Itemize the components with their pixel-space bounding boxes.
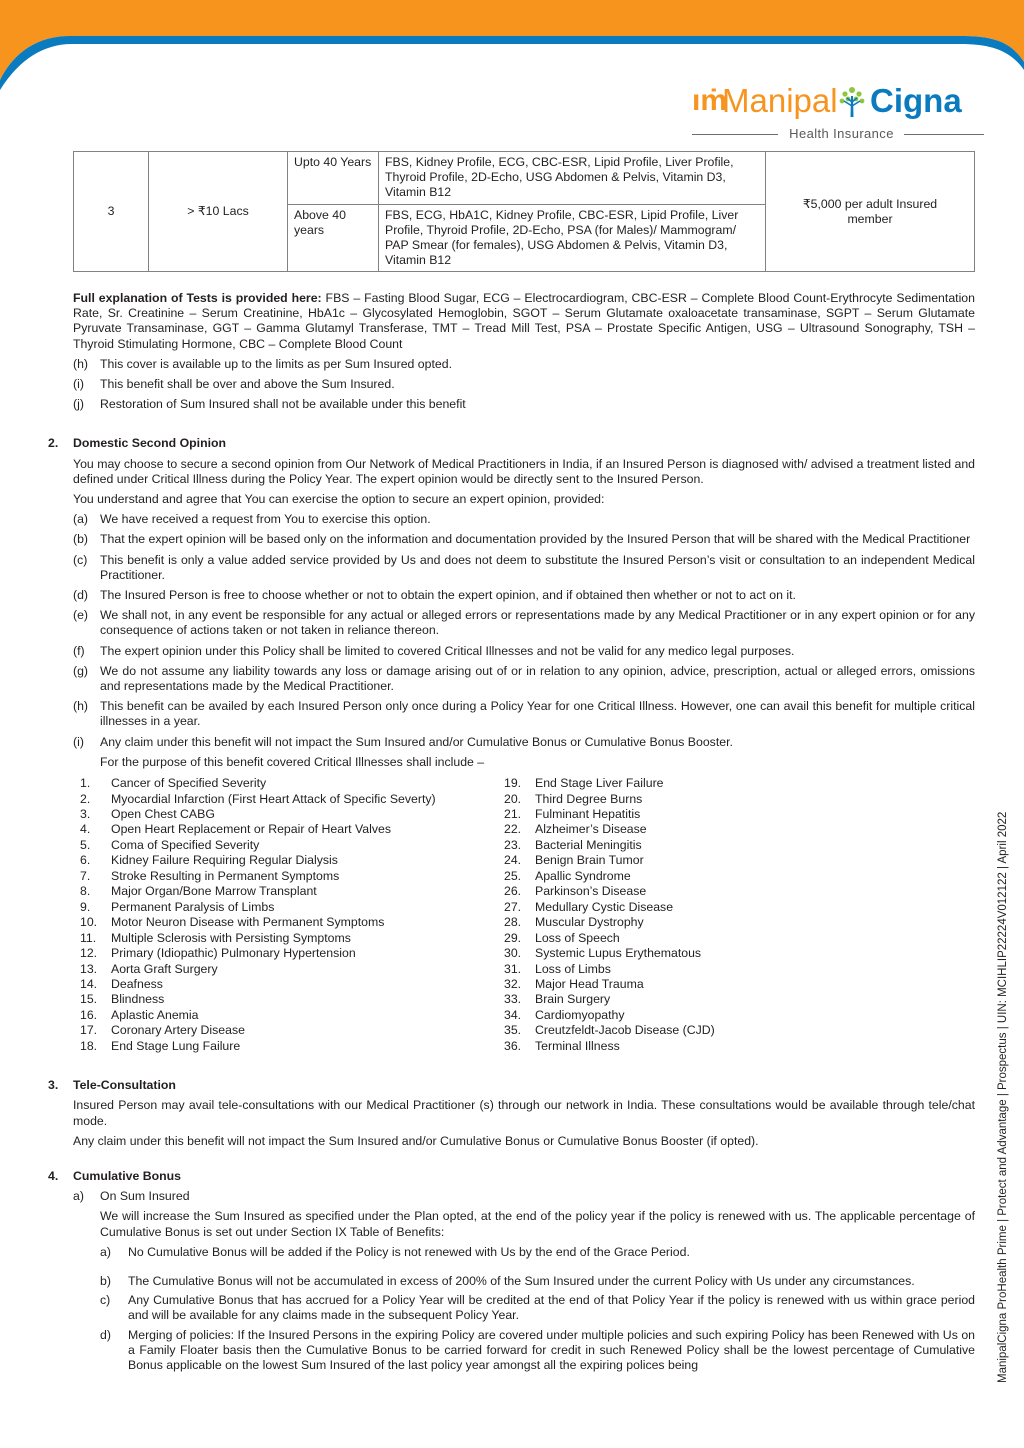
- illness-number: 9.: [80, 899, 91, 914]
- item-text: No Cumulative Bonus will be added if the Policy is not renewed with Us by the end of the Grace Period.: [128, 1244, 690, 1259]
- item-text: The Cumulative Bonus will not be accumulated in excess of 200% of the Sum Insured under the current Policy with Us under any circumstances.: [128, 1274, 915, 1289]
- illness-item: [504, 1008, 715, 1023]
- list-item: [48, 735, 975, 750]
- illness-number: 13.: [80, 961, 98, 976]
- illness-name: Permanent Paralysis of Limbs: [111, 899, 275, 914]
- illness-number: 22.: [504, 822, 522, 837]
- illness-number: 36.: [504, 1038, 522, 1053]
- illness-number: 20.: [504, 791, 522, 806]
- illness-item: [504, 822, 715, 837]
- list-item: [48, 699, 975, 729]
- section-title: Domestic Second Opinion: [73, 436, 227, 451]
- list-item: [48, 1189, 975, 1204]
- limit-cell: ₹5,000 per adult Insured member: [766, 152, 975, 272]
- illness-name: Creutzfeldt-Jacob Disease (CJD): [535, 1023, 715, 1038]
- list-item: [48, 512, 975, 527]
- illness-number: 32.: [504, 976, 522, 991]
- illness-name: Cancer of Specified Severity: [111, 776, 267, 791]
- explanation-text: FBS – Fasting Blood Sugar, ECG – Electrocardiogram, CBC-ESR – Complete Blood Count-Erythrocyte Sedimentation Rate, Sr. Creatinine – Serum Creatinine, HbA1c – Glycosylated Hemoglobin, SGOT – Serum Glutamate oxaloacetate transaminase, SGPT – Serum Glutamate Pyruvate Transaminase, GGT – Gamma Glutamyl Transferase, TMT – Tread Mill Test, PSA – Prostate Specific Antigen, USG – Ultrasound Sonography, TSH – Thyroid Stimulating Hormone, CBC – Complete Blood Count: [73, 291, 975, 351]
- illness-name: Aorta Graft Surgery: [111, 961, 218, 976]
- item-label: (g): [73, 663, 89, 678]
- critical-illness-list: [48, 776, 975, 1054]
- illness-name: Cardiomyopathy: [535, 1007, 625, 1022]
- list-item: [48, 1245, 975, 1260]
- illness-number: 31.: [504, 961, 522, 976]
- illness-number: 19.: [504, 776, 522, 791]
- item-text: Any claim under this benefit will not impact the Sum Insured and/or Cumulative Bonus or Cumulative Bonus Booster.: [100, 734, 733, 749]
- illness-name: Loss of Limbs: [535, 961, 611, 976]
- illness-column-right: [504, 776, 715, 1054]
- item-text: Merging of policies: If the Insured Persons in the expiring Policy are covered under multiple policies and such expiring Policy has been Renewed with Us on a Family Floater basis then the Cumulative Bonus to be carried forward for credit in such Renewed Policy shall be the lowest percentage of Cumulative Bonus applicable on the lowest Sum Insured of the last policy year amongst all the expiring polices being: [128, 1327, 975, 1373]
- illness-name: Coma of Specified Severity: [111, 837, 260, 852]
- illness-number: 15.: [80, 992, 98, 1007]
- illness-item: [504, 962, 715, 977]
- illness-name: Apallic Syndrome: [535, 868, 631, 883]
- explanation-lead: Full explanation of Tests is provided here:: [73, 291, 322, 305]
- illness-item: [80, 853, 504, 868]
- illness-name: Stroke Resulting in Permanent Symptoms: [111, 868, 340, 883]
- illness-item: [80, 838, 504, 853]
- item-text: This benefit is only a value added service provided by Us and does not deem to substitute the Insured Person’s visit or consultation to an independent Medical Practitioner.: [100, 552, 975, 582]
- section-number: 4.: [48, 1169, 59, 1184]
- illness-name: Deafness: [111, 976, 163, 991]
- illness-number: 6.: [80, 853, 91, 868]
- illness-number: 28.: [504, 915, 522, 930]
- illness-number: 33.: [504, 992, 522, 1007]
- item-text: This cover is available up to the limits as per Sum Insured opted.: [100, 356, 452, 371]
- item-label: (i): [73, 377, 84, 392]
- list-item: [48, 608, 975, 638]
- brand-subtitle: [692, 126, 984, 142]
- illness-item: [80, 992, 504, 1007]
- section-title: Tele-Consultation: [73, 1078, 176, 1093]
- section-heading: [48, 1169, 975, 1184]
- illness-name: Systemic Lupus Erythematous: [535, 946, 702, 961]
- item-label: (j): [73, 397, 84, 412]
- side-footer-text: ManipalCigna ProHealth Prime | Protect and Advantage | Prospectus | UIN: MCIHLIP22224V012122 | April 2022: [997, 811, 1009, 1383]
- illness-item: [504, 977, 715, 992]
- list-item: [48, 588, 975, 603]
- tree-icon: [838, 84, 866, 118]
- row-number-cell: 3: [74, 152, 149, 272]
- illness-item: [504, 792, 715, 807]
- section-number: 3.: [48, 1078, 59, 1093]
- illness-name: Loss of Speech: [535, 930, 620, 945]
- illness-item: [504, 838, 715, 853]
- item-text: This benefit shall be over and above the Sum Insured.: [100, 377, 395, 392]
- illness-item: [504, 776, 715, 791]
- illness-name: Terminal Illness: [535, 1038, 620, 1053]
- tests-cell: FBS, Kidney Profile, ECG, CBC-ESR, Lipid Profile, Liver Profile, Thyroid Profile, 2D-Echo, USG Abdomen & Pelvis, Vitamin D3, Vitamin B12: [379, 152, 766, 205]
- section-paragraph: You understand and agree that You can exercise the option to secure an expert opinion, provided:: [73, 492, 605, 507]
- illness-number: 12.: [80, 946, 98, 961]
- brand-logo: [688, 82, 988, 142]
- illness-name: Parkinson’s Disease: [535, 884, 647, 899]
- item-text: The expert opinion under this Policy shall be limited to covered Critical Illnesses and not be valid for any medico legal purposes.: [100, 643, 795, 658]
- illness-number: 7.: [80, 868, 91, 883]
- document-body: [48, 291, 975, 1373]
- item-text: We do not assume any liability towards any loss or damage arising out of or in relation to any opinion, advice, prescription, actual or alleged errors, omissions and representations made by the Medical Practitioner.: [100, 663, 975, 694]
- illness-item: [80, 1008, 504, 1023]
- illness-item: [80, 931, 504, 946]
- item-label: (h): [73, 699, 89, 714]
- illness-name: Aplastic Anemia: [111, 1007, 199, 1022]
- illness-intro: For the purpose of this benefit covered Critical Illnesses shall include –: [100, 754, 485, 769]
- section-heading: [48, 436, 975, 451]
- illness-number: 1.: [80, 776, 91, 791]
- illness-item: [504, 1039, 715, 1054]
- illness-name: Benign Brain Tumor: [535, 853, 644, 868]
- illness-number: 17.: [80, 1023, 98, 1038]
- illness-item: [80, 884, 504, 899]
- illness-name: Muscular Dystrophy: [535, 915, 644, 930]
- illness-item: [80, 1023, 504, 1038]
- item-text: We have received a request from You to exercise this option.: [100, 512, 431, 527]
- illness-item: [504, 915, 715, 930]
- brand-right-text: Cigna: [870, 82, 962, 119]
- item-text: Any Cumulative Bonus that has accrued for a Policy Year will be credited at the end of that Policy Year if the policy is renewed with us within grace period and will be available for any claims made in the subsequent Policy Year.: [128, 1293, 975, 1323]
- illness-name: End Stage Lung Failure: [111, 1038, 241, 1053]
- illness-item: [504, 931, 715, 946]
- item-label: (e): [73, 608, 89, 623]
- illness-name: Blindness: [111, 992, 165, 1007]
- illness-number: 30.: [504, 946, 522, 961]
- list-item: [48, 664, 975, 694]
- item-label: a): [100, 1244, 111, 1259]
- item-label: (h): [73, 356, 89, 371]
- item-label: (f): [73, 643, 85, 658]
- list-item: [48, 377, 975, 392]
- illness-name: Bacterial Meningitis: [535, 837, 642, 852]
- illness-item: [504, 900, 715, 915]
- illness-name: End Stage Liver Failure: [535, 776, 664, 791]
- illness-item: [80, 822, 504, 837]
- list-item: [48, 644, 975, 659]
- list-item: [48, 1274, 975, 1289]
- illness-number: 16.: [80, 1007, 98, 1022]
- illness-item: [504, 884, 715, 899]
- illness-column-left: [48, 776, 504, 1054]
- illness-name: Third Degree Burns: [535, 791, 643, 806]
- illness-name: Brain Surgery: [535, 992, 611, 1007]
- brand-left-text: Manipal: [722, 82, 838, 119]
- illness-number: 34.: [504, 1007, 522, 1022]
- illness-name: Myocardial Infarction (First Heart Attack of Specific Severty): [111, 791, 436, 806]
- illness-item: [80, 915, 504, 930]
- illness-name: Multiple Sclerosis with Persisting Symptoms: [111, 930, 351, 945]
- section-heading: [48, 1078, 975, 1093]
- illness-item: [80, 776, 504, 791]
- illness-name: Medullary Cystic Disease: [535, 899, 674, 914]
- illness-number: 25.: [504, 868, 522, 883]
- illness-item: [80, 946, 504, 961]
- illness-item: [80, 869, 504, 884]
- illness-number: 5.: [80, 837, 91, 852]
- item-text: On Sum Insured: [100, 1189, 190, 1204]
- illness-number: 10.: [80, 915, 98, 930]
- list-item: [48, 1328, 975, 1374]
- illness-name: Kidney Failure Requiring Regular Dialysis: [111, 853, 338, 868]
- illness-item: [80, 792, 504, 807]
- illness-number: 23.: [504, 837, 522, 852]
- illness-item: [504, 992, 715, 1007]
- manipal-emblem-icon: ıṁ: [692, 84, 728, 117]
- illness-number: 27.: [504, 899, 522, 914]
- age-cell: Upto 40 Years: [288, 152, 379, 205]
- item-text: We shall not, in any event be responsible for any actual or alleged errors or representations made by any Medical Practitioner or in any expert opinion or for any consequence of actions taken or not taken in reliance thereon.: [100, 608, 975, 638]
- item-label: b): [100, 1274, 111, 1289]
- item-text: This benefit can be availed by each Insured Person only once during a Policy Year for one Critical Illness. However, one can avail this benefit for multiple critical illnesses in a year.: [100, 699, 975, 729]
- item-label: (a): [73, 512, 89, 527]
- illness-item: [80, 977, 504, 992]
- illness-item: [80, 962, 504, 977]
- sum-insured-cell: > ₹10 Lacs: [149, 152, 288, 272]
- section-paragraph: Any claim under this benefit will not impact the Sum Insured and/or Cumulative Bonus or Cumulative Bonus Booster (if opted).: [73, 1133, 759, 1148]
- item-label: (i): [73, 734, 84, 749]
- illness-number: 18.: [80, 1038, 98, 1053]
- illness-number: 4.: [80, 822, 91, 837]
- illness-name: Major Head Trauma: [535, 976, 644, 991]
- illness-item: [80, 900, 504, 915]
- illness-number: 29.: [504, 930, 522, 945]
- illness-name: Coronary Artery Disease: [111, 1023, 245, 1038]
- illness-number: 2.: [80, 791, 91, 806]
- illness-number: 26.: [504, 884, 522, 899]
- illness-name: Open Chest CABG: [111, 806, 215, 821]
- illness-name: Open Heart Replacement or Repair of Heart Valves: [111, 822, 392, 837]
- section-number: 2.: [48, 436, 59, 451]
- illness-name: Major Organ/Bone Marrow Transplant: [111, 884, 317, 899]
- item-text: Restoration of Sum Insured shall not be available under this benefit: [100, 397, 466, 412]
- illness-item: [80, 807, 504, 822]
- illness-number: 8.: [80, 884, 91, 899]
- item-text: The Insured Person is free to choose whether or not to obtain the expert opinion, and if obtained then whether or not to act on it.: [100, 588, 796, 603]
- list-item: [48, 553, 975, 583]
- illness-item: [504, 1023, 715, 1038]
- illness-number: 24.: [504, 853, 522, 868]
- item-label: a): [73, 1189, 84, 1204]
- health-checkup-table: [73, 151, 975, 272]
- illness-name: Alzheimer’s Disease: [535, 822, 647, 837]
- section-paragraph: Insured Person may avail tele-consultations with our Medical Practitioner (s) through our network in India. These consultations would be available through tele/chat mode.: [73, 1098, 975, 1128]
- illness-number: 14.: [80, 976, 98, 991]
- item-text: That the expert opinion will be based only on the information and documentation provided by the Insured Person that will be shared with the Medical Practitioner: [100, 532, 971, 547]
- illness-item: [504, 869, 715, 884]
- illness-name: Primary (Idiopathic) Pulmonary Hypertension: [111, 946, 356, 961]
- age-cell: Above 40 years: [288, 204, 379, 272]
- illness-name: Fulminant Hepatitis: [535, 806, 641, 821]
- list-item: [48, 397, 975, 412]
- item-label: (d): [73, 588, 89, 603]
- brand-subtitle-text: Health Insurance: [789, 126, 894, 141]
- illness-number: 3.: [80, 806, 91, 821]
- illness-number: 21.: [504, 806, 522, 821]
- list-item: [48, 357, 975, 372]
- section-paragraph: We will increase the Sum Insured as specified under the Plan opted, at the end of the policy year if the policy is renewed with us. The applicable percentage of Cumulative Bonus is set out under Section IX Table of Benefits:: [100, 1209, 975, 1239]
- section-title: Cumulative Bonus: [73, 1169, 181, 1184]
- item-label: (b): [73, 532, 89, 547]
- item-label: (c): [73, 552, 88, 567]
- illness-item: [504, 853, 715, 868]
- illness-item: [504, 807, 715, 822]
- list-item: [48, 1293, 975, 1323]
- list-item: [48, 532, 975, 547]
- illness-number: 35.: [504, 1023, 522, 1038]
- illness-number: 11.: [80, 930, 97, 945]
- illness-name: Motor Neuron Disease with Permanent Symptoms: [111, 915, 385, 930]
- tests-explanation: [48, 291, 975, 352]
- illness-item: [80, 1039, 504, 1054]
- item-label: c): [100, 1293, 111, 1308]
- section-paragraph: You may choose to secure a second opinion from Our Network of Medical Practitioners in India, if an Insured Person is diagnosed with/ advised a treatment listed and defined under Critical Illness during the Policy Year. The expert opinion would be directly sent to the Insured Person.: [73, 456, 975, 486]
- tests-cell: FBS, ECG, HbA1C, Kidney Profile, CBC-ESR, Lipid Profile, Liver Profile, Thyroid Profile, 2D-Echo, PSA (for Males)/ Mammogram/ PAP Smear (for females), USG Abdomen & Pelvis, Vitamin D3, Vitamin B12: [379, 204, 766, 272]
- table-row: [74, 152, 975, 205]
- illness-item: [504, 946, 715, 961]
- item-label: d): [100, 1327, 111, 1342]
